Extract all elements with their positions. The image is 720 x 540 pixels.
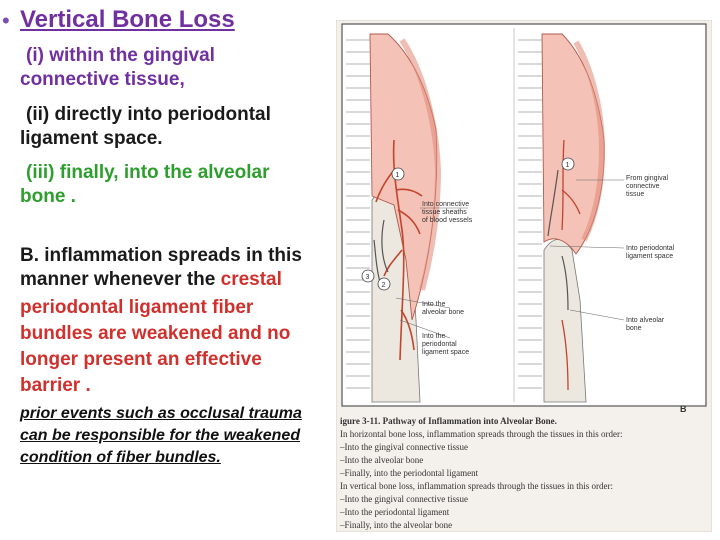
label-gingival-b: connective xyxy=(626,183,660,190)
caption-line-5: –Finally, into the periodontal ligament xyxy=(340,468,479,478)
paragraph-line-2 xyxy=(20,268,282,291)
point-2-line-2: ligament space. xyxy=(20,128,163,149)
panel-a-circle-3-label: 3 xyxy=(365,274,370,281)
point-1-line-2: connective tissue, xyxy=(20,69,185,90)
paragraph-line-2-dark: manner whenever the xyxy=(20,269,221,290)
label-gingival-c: tissue xyxy=(626,191,645,198)
label-connective-c: of blood vessels xyxy=(422,217,473,224)
paragraph-line-1: B. inflammation spreads in this xyxy=(20,245,302,266)
panel-a-circle-2-label: 2 xyxy=(381,282,386,289)
panel-b-tooth xyxy=(518,32,542,402)
inflammation-pathway-figure xyxy=(336,20,712,532)
note-line-3: condition of fiber bundles. xyxy=(20,449,221,466)
label-bone-b: bone xyxy=(626,325,642,332)
caption-line-6: In vertical bone loss, inflammation spreads through the tissues in this order: xyxy=(340,481,613,491)
paragraph-line-2-red: crestal xyxy=(220,269,282,290)
label-pdl-a: Into the xyxy=(422,333,446,340)
caption-line-4: –Into the alveolar bone xyxy=(340,455,424,465)
label-pdl-c: ligament space xyxy=(422,349,470,356)
label-gingival-a: From gingival xyxy=(626,175,669,182)
label-connective-a: Into connective xyxy=(422,201,470,208)
note-line-2: can be responsible for the weakened xyxy=(20,427,301,444)
label-right-pdl-b: ligament space xyxy=(626,253,674,260)
panel-b-letter: B xyxy=(680,404,687,414)
note-line-1: prior events such as occlusal trauma xyxy=(20,405,302,422)
label-right-pdl-a: Into periodontal xyxy=(626,245,675,252)
label-alveolar-b: alveolar bone xyxy=(422,309,465,316)
point-1-line-1: (i) within the gingival xyxy=(26,45,215,66)
panel-a-tooth xyxy=(346,32,370,402)
panel-b-circle-1-label: 1 xyxy=(565,162,570,169)
paragraph-line-3: periodontal ligament fiber xyxy=(20,297,254,318)
caption-line-7: –Into the gingival connective tissue xyxy=(340,494,468,504)
point-2-line-1: (ii) directly into periodontal xyxy=(26,104,271,125)
paragraph-line-4: bundles are weakened and no xyxy=(20,323,291,344)
title-bullet: • xyxy=(2,8,10,33)
label-connective-b: tissue sheaths xyxy=(422,209,467,216)
caption-line-1: igure 3-11. Pathway of Inflammation into Alveolar Bone. xyxy=(340,416,557,426)
page-title: Vertical Bone Loss xyxy=(20,6,235,33)
point-3-line-2: bone . xyxy=(20,186,76,207)
label-alveolar-a: Into the xyxy=(422,301,446,308)
caption-line-2: In horizontal bone loss, inflammation spreads through the tissues in this order: xyxy=(340,429,623,439)
caption-line-9: –Finally, into the alveolar bone xyxy=(340,520,453,530)
panel-a-circle-1-label: 1 xyxy=(395,172,400,179)
paragraph-line-6: barrier . xyxy=(20,375,91,396)
caption-line-8: –Into the periodontal ligament xyxy=(340,507,450,517)
caption-line-3: –Into the gingival connective tissue xyxy=(340,442,468,452)
paragraph-line-5: longer present an effective xyxy=(20,349,262,370)
point-3-line-1: (iii) finally, into the alveolar xyxy=(26,162,270,183)
label-bone-a: Into alveolar xyxy=(626,317,665,324)
label-pdl-b: periodontal xyxy=(422,341,457,348)
